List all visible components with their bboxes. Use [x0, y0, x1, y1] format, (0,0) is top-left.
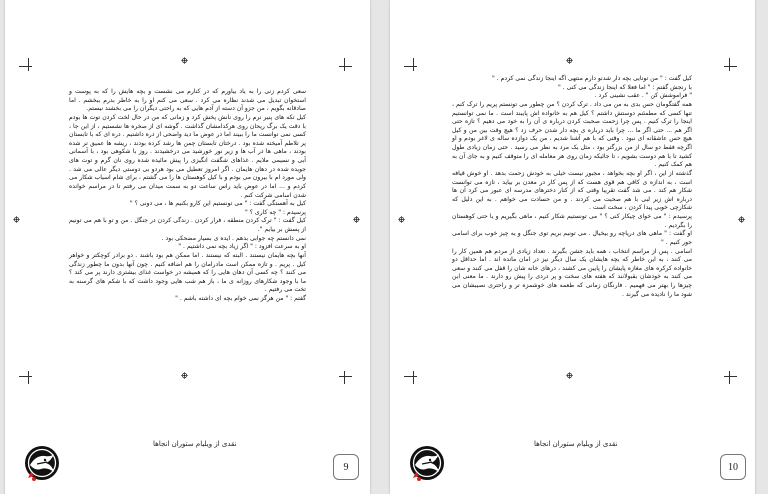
crop-mark	[404, 376, 417, 377]
registration-mark-icon	[566, 372, 573, 379]
registration-mark-icon	[181, 372, 188, 379]
footer-title: نقدی از ویلیام ستوران انجاها	[534, 440, 618, 448]
crop-mark	[724, 376, 737, 377]
paragraph: با رنجش گفتم : " اما فعلا که اینجا زندگی می کنی . "	[557, 83, 692, 91]
right-page	[390, 0, 755, 494]
paragraph: آنها بچه هایمان نیستند . البته که نیستند . اما ممکن هم بود باشند . دو برادر کوچکتر و خواهر کیل . پریم . و تازه ممکن است مادرامان را هم اضافه کنیم . چون آنها بدون ما چطور زندگی می کنند ؟ چه کسی آن دهان هایی را که همیشه در خواست غذای بیشتری دارند پر می کند ؟ ما با وجود شکارهای روزانه ی ما ، باز هم شب هایی وجود داشت که با شکم های گرسنه به تخت می رفتیم .	[69, 251, 306, 294]
crop-mark	[413, 58, 414, 71]
registration-mark-icon	[566, 57, 573, 64]
paragraph: گذشته از این ، اگر او بچه بخواهد ، مجبور نیست خیلی به خودش زحمت بدهد . او خوش قیافه است ، به اندازه ی کافی هم قوی هست که از پس کار در معدن بر بیاید ، تازه می توانست شکار هم کند . می شد گفت تقریبا وقتی که از کنار دخترهای مدرسه ای عبور می کرد آن ها درباره اش زیر لبی با هم صحبت می کردند . و من حسادت می خواهم . به این دلیل که شکارچی خوبی پیدا کردن ، سخت است .	[452, 169, 692, 212]
crop-mark	[344, 58, 345, 71]
body-text	[452, 75, 692, 299]
crop-mark	[413, 371, 414, 384]
paragraph: همه گفتگومان حس بدی به من می داد . ترک کردن ؟ من چطور می تونستم پریم را ترک کنم ، تنها کسی که مطمئنم دوستش داشتم ؟ کیل هم به خانواده اش پایبند است . ما نمی توانستیم اینجا را ترک کنیم . پس چرا زحمت صحبت کردن درباره ی آن را به خود می دهیم ؟ تازه حتی اگر هم ... حتی اگر ما ... چرا باید درباره ی بچه دار شدن حرف زد ؟ هیچ وقت بین من و کیل هیچ حس عاشقانه ای نبود . وقتی که با هم آشنا شدیم ، من یک دوازده ساله ی لاغر بودم و او اگرچه فقط دو سال از من بزرگتر بود ، مثل یک مرد به نظر می رسید . حتی زمان زیادی طول کشید تا با هم دوست بشویم ، تا جائیکه زمان روی هر معامله ای را متوقف کنیم و به جای آن به هم کمک کنیم .	[452, 100, 692, 169]
paragraph: کیل گفت : " من تونایی بچه دار شدنو دارم منتهی اگه اینجا زندگی نمی کردم . "	[491, 75, 692, 82]
crop-mark	[28, 371, 29, 384]
paragraph: پرسیدم : " می خوای چیکار کنی ؟ " می تونستیم شکار کنیم ، ماهی بگیریم و یا حتی کوهستان را بگردیم .	[452, 213, 692, 229]
paragraph: " فراموشش کن " . عقب نشینی کرد .	[594, 92, 692, 100]
crop-mark	[344, 371, 345, 384]
paragraph: اسامی . پس از مراسم انتخاب ، همه باید جشن بگیرند . تعداد زیادی از مردم هم همین کار را می کنند ، به این خاطر که بچه هایشان یک سال دیگر نیز در امان مانده اند . اما حداقل دو خانواده کرکره های مغازه پایشان را پایین می کشند ، درهای خانه شان را قفل می کنند و سعی می کنند به خودشان بقبولانند که هفته های سخت و پر دردی را پیش رو دارند . ما معنی این چیزها را بهتر می فهمیم . فارنگان زمانی که طعمه های خوشمزه تر و راحتری نصیبشان می شود ما را نادیده می گیرند .	[452, 247, 692, 298]
crop-mark	[339, 376, 352, 377]
left-page	[5, 0, 370, 494]
paragraph: او گفت : " ماهی های دریاچه رو بیخیال . می تونیم بریم توی جنگل و یه چیز خوب برای اسامی جور کنیم . "	[452, 230, 692, 246]
page-number: 9	[333, 454, 359, 480]
page-number: 10	[720, 454, 746, 480]
crop-mark	[729, 371, 730, 384]
logo-icon	[21, 442, 63, 484]
registration-mark-icon	[398, 216, 405, 223]
paragraph: کیل به آهستگی گفت : " می تونستیم این کارو بکنیم ها ، می دونی ؟ "	[129, 200, 306, 208]
crop-mark	[729, 58, 730, 71]
registration-mark-icon	[738, 216, 745, 223]
registration-mark-icon	[181, 57, 188, 64]
crop-mark	[28, 58, 29, 71]
paragraph: کیل گفت : " ترک کردن منطقه ، فرار کردن . زندگی کردن در جنگل . من و تو با هم می تونیم از پسش بر بیایم ".	[69, 217, 306, 233]
footer-title: نقدی از ویلیام ستوران انجاها	[153, 440, 237, 448]
paragraph: او به سرعت افزود : " اگر زیاد بچه نمی داشتیم . "	[178, 243, 306, 251]
crop-mark	[19, 376, 32, 377]
logo-icon	[406, 442, 448, 484]
body-text	[69, 88, 306, 304]
crop-mark	[19, 66, 32, 67]
crop-mark	[339, 66, 352, 67]
registration-mark-icon	[353, 216, 360, 223]
paragraph: نمی دانستم چه جوابی بدهم . ایده ی بسیار مضحکی بود .	[161, 234, 306, 242]
crop-mark	[724, 66, 737, 67]
paragraph: کیل تکه های پنیر نرم را روی نانش پخش کرد و زمانی که من در حال لخت کردن توت ها بودم با دقت یک برگ ریحان روی هرکدامشان گذاشت . گوشه ای از صخره ها نشستیم ، از این جا ، کسی نمی توانست ما را ببیند اما در عوض ما دید واضحی از دره داشتیم . دره ای که با تابستان پر تلاطم آمیخته شده بود . درختان تابستان چمن ها رشد کرده بودند ، ریشه ها عمیق تر شده بودند ، ماهی ها در آب ها و زیر نور خورشید می درخشیدند . روز با شکوهی بود ، با آسمانی آبی و نسیمی ملایم . غذاهای شگفت انگیزی را پیش مائیده شده روی نان گرم و توت های جویده شده در دهان هایمان . اگر امروز تعطیل می بود هردو بی دوستی دیگر عالی می شد . ولی مورد ام با بیرون می بودم و با کیل کوهستان ها را می گشتم ، برای شام اسیاب شکار می کردم و ... اما در عوض باید راس ساعت دو به سمت میدان می رفتم تا در مراسم خوانده شدن اسامی شرکت کنم .	[68, 113, 306, 199]
paragraph: پرسیدم : " چه کاری ؟ "	[245, 208, 306, 216]
registration-mark-icon	[13, 216, 20, 223]
crop-mark	[404, 66, 417, 67]
paragraph: سعی کردم زنی را به یاد بیاورم که در کنارم می نشست و بچه هایش را که به پوست و استخوان تبدیل می شدند نظاره می کرد . سعی می کنم او را به خاطر بدرم ببخشم . اما صادقانه بگویم ، من جزو آن دسته از آدم هایی که به راحتی دیگران را می بخشند نیستم.	[69, 88, 306, 113]
paragraph: گفتم : " من هرگز نمی خوام بچه ای داشته باشم . "	[175, 295, 306, 302]
